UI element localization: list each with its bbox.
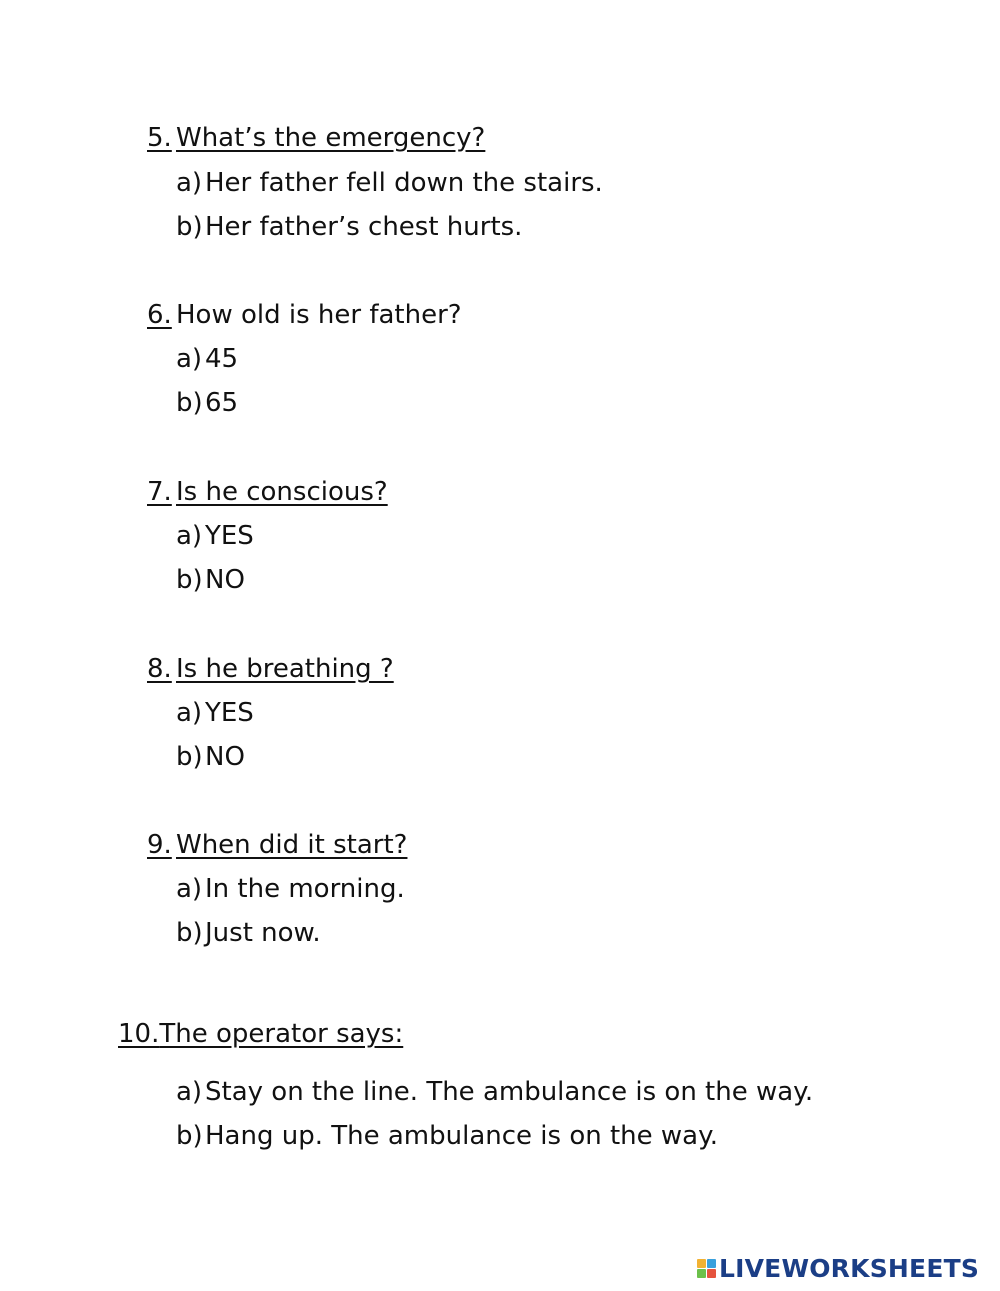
liveworksheets-logo[interactable] (697, 1254, 979, 1282)
question-text: The operator says: (159, 1019, 404, 1049)
question-10 (118, 1018, 403, 1050)
question-text: What’s the emergency? (176, 123, 486, 153)
question-number: 9. (147, 830, 172, 860)
logo-blocks-icon (697, 1259, 716, 1278)
question-7-option-b[interactable]: b)NO (176, 565, 245, 595)
question-number: 10. (118, 1019, 160, 1049)
question-number: 6. (147, 300, 172, 330)
question-6-option-b[interactable]: b)65 (176, 388, 239, 418)
question-text: When did it start? (176, 830, 408, 860)
question-7-option-a[interactable]: a) YES (176, 521, 254, 551)
question-6 (147, 299, 462, 331)
question-6-option-a[interactable]: a) 45 (176, 344, 239, 374)
question-text: Is he conscious? (176, 477, 388, 507)
question-5 (147, 122, 485, 154)
logo-block (707, 1259, 716, 1268)
logo-block (697, 1269, 706, 1278)
question-number: 8. (147, 654, 172, 684)
question-8 (147, 653, 394, 685)
question-10-option-b[interactable]: b)Hang up. The ambulance is on the way. (176, 1121, 719, 1151)
logo-block (697, 1259, 706, 1268)
question-text: Is he breathing ? (176, 654, 394, 684)
question-5-option-a[interactable]: a) Her father fell down the stairs. (176, 168, 603, 198)
question-9-option-b[interactable]: b)Just now. (176, 918, 321, 948)
logo-block (707, 1269, 716, 1278)
question-7 (147, 476, 388, 508)
question-number: 5. (147, 123, 172, 153)
question-5-option-b[interactable]: b)Her father’s chest hurts. (176, 212, 523, 242)
question-number: 7. (147, 477, 172, 507)
question-9-option-a[interactable]: a) In the morning. (176, 874, 405, 904)
logo-text: LIVEWORKSHEETS (719, 1253, 980, 1283)
question-8-option-b[interactable]: b)NO (176, 742, 245, 772)
question-text: How old is her father? (176, 300, 462, 330)
question-9 (147, 829, 407, 861)
question-10-option-a[interactable]: a) Stay on the line. The ambulance is on the way. (176, 1077, 814, 1107)
question-8-option-a[interactable]: a) YES (176, 698, 254, 728)
